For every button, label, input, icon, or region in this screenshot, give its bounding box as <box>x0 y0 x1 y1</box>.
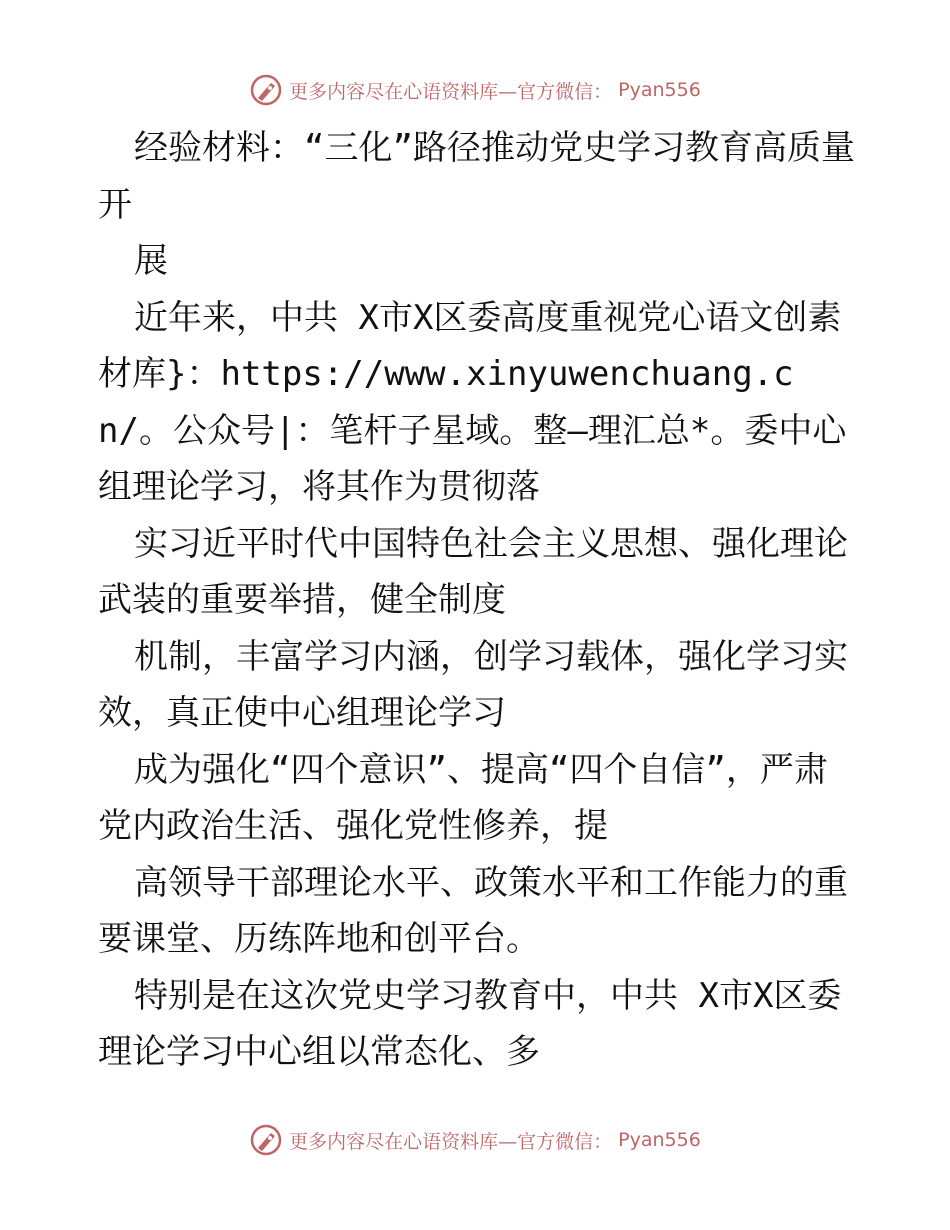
watermark-id: Pyan556 <box>618 79 701 101</box>
watermark-text: 更多内容尽在心语资料库—官方微信： <box>289 1130 613 1153</box>
watermark-text: 更多内容尽在心语资料库—官方微信： <box>289 80 613 103</box>
watermark-id: Pyan556 <box>618 1129 701 1151</box>
footer-watermark <box>0 1120 950 1160</box>
header-watermark <box>0 70 950 110</box>
paragraph: 实习近平时代中国特色社会主义思想、强化理论武装的重要举措，健全制度 <box>98 523 848 620</box>
pen-logo-icon <box>249 73 283 107</box>
paragraph: 成为强化“四个意识”、提高“四个自信”，严肃党内政治生活、强化党性修养，提 <box>98 749 828 846</box>
paragraph: 机制，丰富学习内涵，创学习载体，强化学习实效，真正使中心组理论学习 <box>98 636 848 733</box>
paragraph: 展 <box>134 241 168 281</box>
paragraph: 高领导干部理论水平、政策水平和工作能力的重要课堂、历练阵地和创平台。 <box>98 862 848 959</box>
paragraph: 特别是在这次党史学习教育中，中共 X市X区委理论学习中心组以常态化、多 <box>98 975 842 1072</box>
document-title: 经验材料：“三化”路径推动党史学习教育高质量开 <box>98 128 855 225</box>
paragraph: 近年来，中共 X市X区委高度重视党心语文创素材库}：https://www.xinyuwenchuang.cn/。公众号|：笔杆子星域。整—理汇总*。委中心组理论学习，将其作为贯彻落 <box>98 297 847 507</box>
pen-logo-icon <box>249 1123 283 1157</box>
document-body <box>98 120 858 1081</box>
